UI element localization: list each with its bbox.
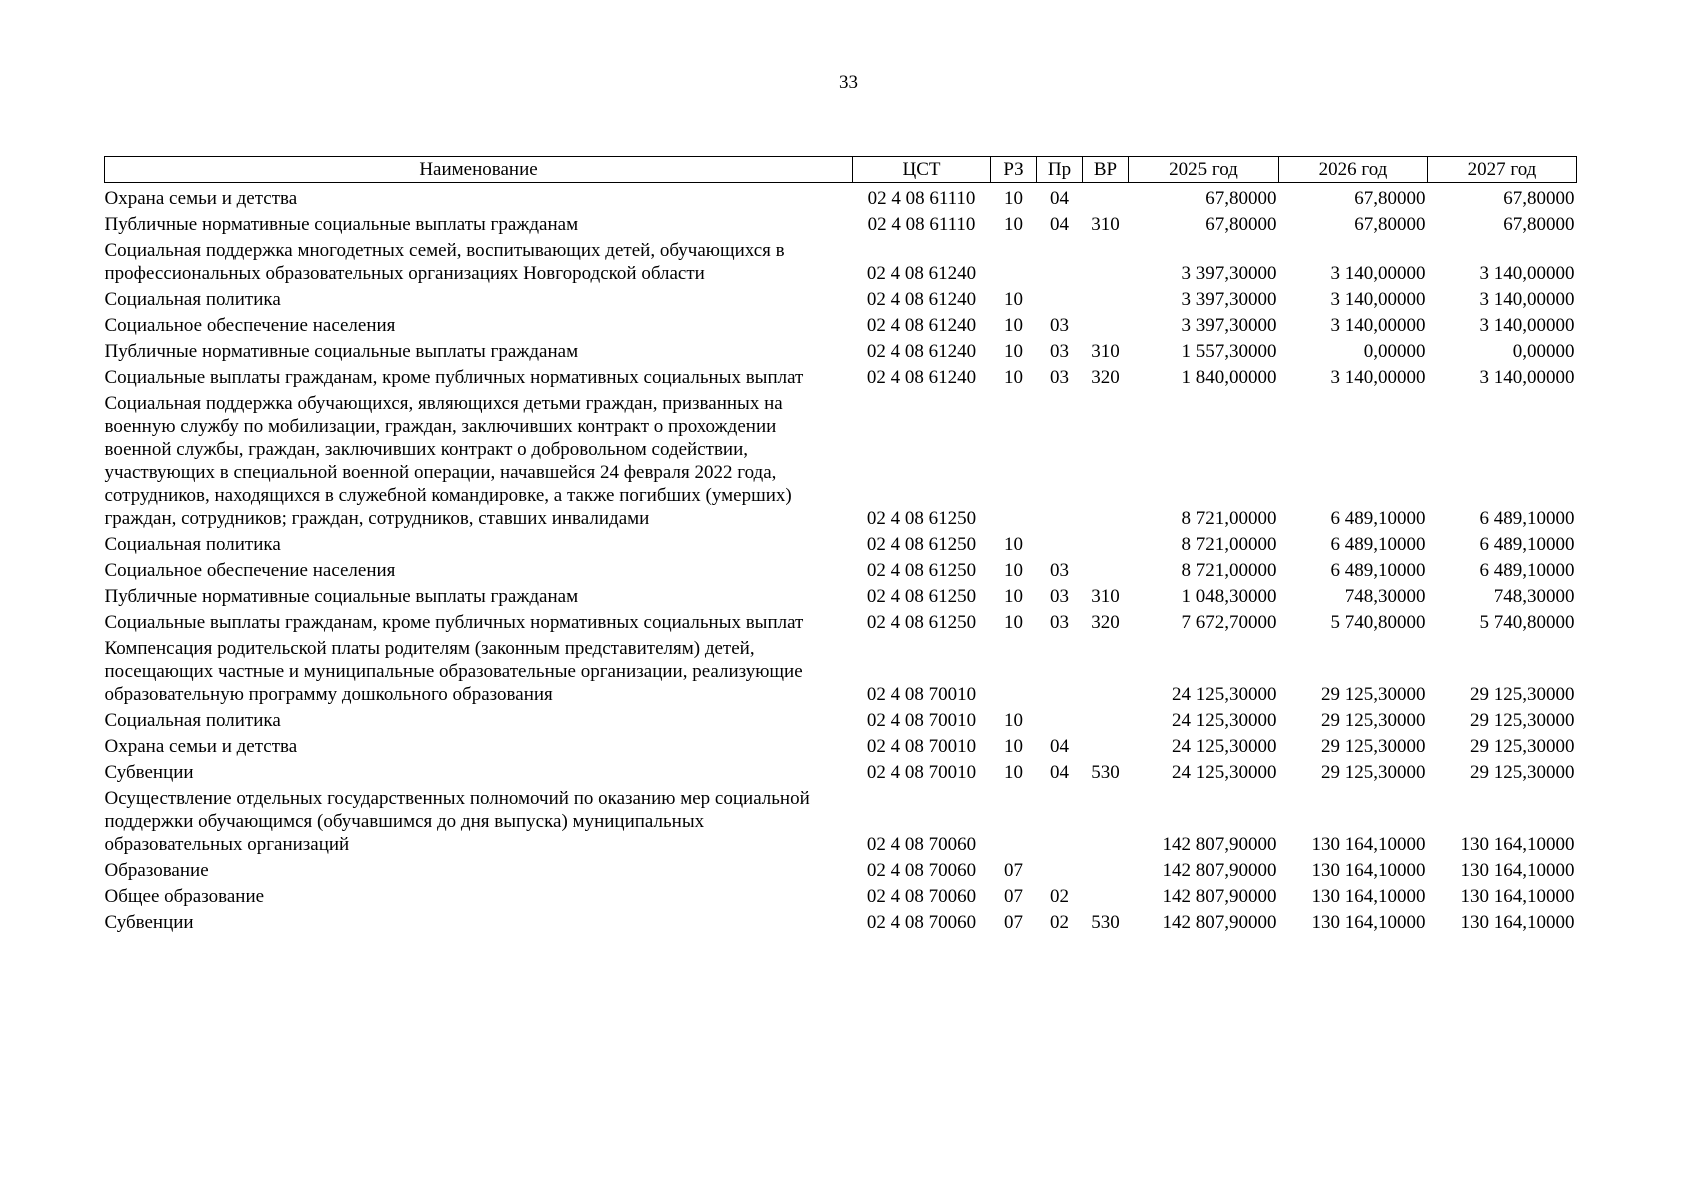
row-rz: 10 <box>1004 586 1023 607</box>
row-2026: 29 125,30000 <box>1321 684 1426 705</box>
row-name: Публичные нормативные социальные выплаты гражданам <box>104 214 579 235</box>
row-2025: 67,80000 <box>1205 188 1277 209</box>
row-2026: 67,80000 <box>1354 214 1426 235</box>
row-cst: 02 4 08 61250 <box>866 534 977 555</box>
row-2027: 29 125,30000 <box>1470 684 1575 705</box>
row-rz: 10 <box>1004 341 1023 362</box>
row-cst: 02 4 08 61240 <box>866 263 977 284</box>
row-2026: 29 125,30000 <box>1321 762 1426 783</box>
table-row <box>105 784 1577 856</box>
row-rz: 10 <box>1004 762 1023 783</box>
row-name: Социальная политика <box>104 289 281 310</box>
row-2027: 748,30000 <box>1493 586 1575 607</box>
row-vr: 530 <box>1091 762 1120 783</box>
page-number: 33 <box>839 72 858 93</box>
row-name: Осуществление отдельных государственных полномочий по оказанию мер социальной поддержки обучающимся (обучавшимся до дня выпуска) муниципальных образовательных организаций <box>104 788 810 855</box>
row-pr <box>1037 784 1083 856</box>
row-2025: 8 721,00000 <box>1181 508 1277 529</box>
row-2025: 24 125,30000 <box>1172 736 1277 757</box>
row-vr: 310 <box>1091 214 1120 235</box>
header-2025: 2025 год <box>1129 157 1279 183</box>
row-2027: 3 140,00000 <box>1479 367 1575 388</box>
row-name: Социальные выплаты гражданам, кроме публичных нормативных социальных выплат <box>104 612 804 633</box>
table-row <box>105 556 1577 582</box>
row-pr: 04 <box>1050 214 1069 235</box>
row-name: Компенсация родительской платы родителям (законным представителям) детей, посещающих частные и муниципальные образовательные организации, реализующие образовательную программу дошкольного образования <box>104 638 803 705</box>
row-cst: 02 4 08 70060 <box>866 834 977 855</box>
row-name: Социальное обеспечение населения <box>104 315 396 336</box>
row-2025: 24 125,30000 <box>1172 710 1277 731</box>
row-2026: 748,30000 <box>1344 586 1426 607</box>
header-rz: РЗ <box>991 157 1037 183</box>
row-2027: 29 125,30000 <box>1470 736 1575 757</box>
row-cst: 02 4 08 61250 <box>866 586 977 607</box>
row-2026: 29 125,30000 <box>1321 710 1426 731</box>
row-rz: 10 <box>1004 188 1023 209</box>
row-name: Социальная поддержка обучающихся, являющихся детьми граждан, призванных на военную службу по мобилизации, граждан, заключивших контракт о прохождении военной службы, граждан, заключивших контракт о добровольном содействии, участвующих в специальной военной операции, начавшейся 24 февраля 2022 года, сотрудников, находящихся в служебной командировке, а также погибших (умерших) граждан, сотрудников; граждан, сотрудников, ставших инвалидами <box>104 393 792 529</box>
row-rz: 10 <box>1004 736 1023 757</box>
row-rz <box>991 236 1037 285</box>
row-2025: 7 672,70000 <box>1181 612 1277 633</box>
row-2027: 3 140,00000 <box>1479 289 1575 310</box>
row-cst: 02 4 08 61250 <box>866 560 977 581</box>
row-pr: 03 <box>1050 315 1069 336</box>
row-cst: 02 4 08 61250 <box>866 612 977 633</box>
row-2027: 67,80000 <box>1503 214 1575 235</box>
row-name: Социальное обеспечение населения <box>104 560 396 581</box>
row-rz: 07 <box>1004 912 1023 933</box>
row-2026: 0,00000 <box>1363 341 1426 362</box>
table-row <box>105 210 1577 236</box>
row-2025: 24 125,30000 <box>1172 762 1277 783</box>
row-2027: 5 740,80000 <box>1479 612 1575 633</box>
row-2025: 3 397,30000 <box>1181 263 1277 284</box>
row-2027: 6 489,10000 <box>1479 534 1575 555</box>
row-cst: 02 4 08 70010 <box>866 710 977 731</box>
table-row <box>105 608 1577 634</box>
row-vr: 310 <box>1091 341 1120 362</box>
table-row <box>105 732 1577 758</box>
row-vr <box>1083 556 1129 582</box>
row-cst: 02 4 08 70060 <box>866 886 977 907</box>
row-2025: 67,80000 <box>1205 214 1277 235</box>
row-2025: 142 807,90000 <box>1162 912 1277 933</box>
row-cst: 02 4 08 61110 <box>867 214 976 235</box>
row-pr: 03 <box>1050 367 1069 388</box>
row-name: Охрана семьи и детства <box>104 736 298 757</box>
table-row <box>105 389 1577 530</box>
row-2026: 5 740,80000 <box>1330 612 1426 633</box>
row-2026: 3 140,00000 <box>1330 315 1426 336</box>
row-name: Субвенции <box>104 912 194 933</box>
row-cst: 02 4 08 61250 <box>866 508 977 529</box>
row-vr <box>1083 285 1129 311</box>
row-2026: 3 140,00000 <box>1330 367 1426 388</box>
row-rz: 07 <box>1004 886 1023 907</box>
row-2025: 8 721,00000 <box>1181 534 1277 555</box>
row-vr <box>1083 389 1129 530</box>
row-pr: 04 <box>1050 188 1069 209</box>
row-2027: 3 140,00000 <box>1479 263 1575 284</box>
row-pr: 04 <box>1050 762 1069 783</box>
row-vr <box>1083 882 1129 908</box>
row-vr <box>1083 183 1129 211</box>
row-pr <box>1037 856 1083 882</box>
row-2025: 24 125,30000 <box>1172 684 1277 705</box>
row-vr: 530 <box>1091 912 1120 933</box>
row-2027: 6 489,10000 <box>1479 508 1575 529</box>
row-rz: 10 <box>1004 214 1023 235</box>
row-cst: 02 4 08 61240 <box>866 341 977 362</box>
row-pr <box>1037 706 1083 732</box>
row-cst: 02 4 08 61240 <box>866 289 977 310</box>
row-name: Охрана семьи и детства <box>104 188 298 209</box>
table-row <box>105 311 1577 337</box>
row-rz: 10 <box>1004 560 1023 581</box>
row-name: Социальные выплаты гражданам, кроме публичных нормативных социальных выплат <box>104 367 804 388</box>
row-rz: 10 <box>1004 612 1023 633</box>
row-name: Публичные нормативные социальные выплаты гражданам <box>104 341 579 362</box>
row-pr <box>1037 634 1083 706</box>
row-vr <box>1083 784 1129 856</box>
row-cst: 02 4 08 61240 <box>866 315 977 336</box>
row-pr <box>1037 530 1083 556</box>
row-cst: 02 4 08 70060 <box>866 912 977 933</box>
row-pr: 03 <box>1050 586 1069 607</box>
row-rz <box>991 389 1037 530</box>
row-2026: 130 164,10000 <box>1311 860 1426 881</box>
row-2025: 142 807,90000 <box>1162 860 1277 881</box>
row-vr <box>1083 530 1129 556</box>
row-rz: 10 <box>1004 367 1023 388</box>
table-row <box>105 183 1577 211</box>
row-pr: 02 <box>1050 886 1069 907</box>
table-row <box>105 908 1577 934</box>
row-2025: 1 557,30000 <box>1181 341 1277 362</box>
row-pr: 03 <box>1050 612 1069 633</box>
header-2027: 2027 год <box>1428 157 1577 183</box>
table-row <box>105 706 1577 732</box>
table-row <box>105 285 1577 311</box>
row-name: Социальная политика <box>104 710 281 731</box>
row-2025: 3 397,30000 <box>1181 289 1277 310</box>
row-rz <box>991 634 1037 706</box>
row-cst: 02 4 08 70010 <box>866 736 977 757</box>
row-2026: 6 489,10000 <box>1330 534 1426 555</box>
row-rz: 07 <box>1004 860 1023 881</box>
table-row <box>105 634 1577 706</box>
row-vr: 320 <box>1091 367 1120 388</box>
header-cst: ЦСТ <box>853 157 991 183</box>
row-name: Субвенции <box>104 762 194 783</box>
row-2025: 142 807,90000 <box>1162 886 1277 907</box>
row-2026: 29 125,30000 <box>1321 736 1426 757</box>
row-rz: 10 <box>1004 289 1023 310</box>
row-2027: 130 164,10000 <box>1460 886 1575 907</box>
table-row <box>105 758 1577 784</box>
row-pr: 02 <box>1050 912 1069 933</box>
row-2025: 3 397,30000 <box>1181 315 1277 336</box>
row-2026: 3 140,00000 <box>1330 289 1426 310</box>
row-2025: 1 048,30000 <box>1181 586 1277 607</box>
table-row <box>105 856 1577 882</box>
row-pr <box>1037 236 1083 285</box>
row-2027: 130 164,10000 <box>1460 912 1575 933</box>
row-2027: 3 140,00000 <box>1479 315 1575 336</box>
row-2027: 67,80000 <box>1503 188 1575 209</box>
table-header-row <box>105 157 1577 183</box>
table-body <box>105 183 1577 935</box>
row-rz: 10 <box>1004 534 1023 555</box>
table-row <box>105 582 1577 608</box>
row-pr <box>1037 389 1083 530</box>
row-2026: 6 489,10000 <box>1330 508 1426 529</box>
table-row <box>105 337 1577 363</box>
row-2027: 130 164,10000 <box>1460 834 1575 855</box>
row-pr: 03 <box>1050 560 1069 581</box>
row-2027: 130 164,10000 <box>1460 860 1575 881</box>
row-vr <box>1083 236 1129 285</box>
row-vr <box>1083 706 1129 732</box>
row-vr <box>1083 311 1129 337</box>
row-name: Публичные нормативные социальные выплаты гражданам <box>104 586 579 607</box>
row-2025: 8 721,00000 <box>1181 560 1277 581</box>
row-2027: 29 125,30000 <box>1470 710 1575 731</box>
row-pr: 03 <box>1050 341 1069 362</box>
row-vr <box>1083 732 1129 758</box>
row-name: Социальная политика <box>104 534 281 555</box>
row-2027: 6 489,10000 <box>1479 560 1575 581</box>
row-2026: 130 164,10000 <box>1311 886 1426 907</box>
row-2026: 6 489,10000 <box>1330 560 1426 581</box>
row-cst: 02 4 08 70060 <box>866 860 977 881</box>
row-rz <box>991 784 1037 856</box>
row-vr: 320 <box>1091 612 1120 633</box>
header-vr: ВР <box>1083 157 1129 183</box>
row-vr: 310 <box>1091 586 1120 607</box>
row-rz: 10 <box>1004 315 1023 336</box>
row-2025: 142 807,90000 <box>1162 834 1277 855</box>
row-2026: 67,80000 <box>1354 188 1426 209</box>
row-2027: 0,00000 <box>1512 341 1575 362</box>
row-2026: 130 164,10000 <box>1311 912 1426 933</box>
row-cst: 02 4 08 61240 <box>866 367 977 388</box>
header-pr: Пр <box>1037 157 1083 183</box>
row-2026: 3 140,00000 <box>1330 263 1426 284</box>
header-name: Наименование <box>105 157 853 183</box>
row-2025: 1 840,00000 <box>1181 367 1277 388</box>
table-row <box>105 236 1577 285</box>
row-2027: 29 125,30000 <box>1470 762 1575 783</box>
table-row <box>105 530 1577 556</box>
row-vr <box>1083 856 1129 882</box>
budget-table <box>104 156 1577 934</box>
row-cst: 02 4 08 61110 <box>867 188 976 209</box>
row-cst: 02 4 08 70010 <box>866 762 977 783</box>
row-name: Образование <box>104 860 209 881</box>
row-2026: 130 164,10000 <box>1311 834 1426 855</box>
table-row <box>105 882 1577 908</box>
row-vr <box>1083 634 1129 706</box>
row-name: Общее образование <box>104 886 265 907</box>
row-pr: 04 <box>1050 736 1069 757</box>
row-rz: 10 <box>1004 710 1023 731</box>
header-2026: 2026 год <box>1279 157 1428 183</box>
row-pr <box>1037 285 1083 311</box>
row-name: Социальная поддержка многодетных семей, воспитывающих детей, обучающихся в профессиональных образовательных организациях Новгородской области <box>104 240 785 284</box>
row-cst: 02 4 08 70010 <box>866 684 977 705</box>
table-row <box>105 363 1577 389</box>
